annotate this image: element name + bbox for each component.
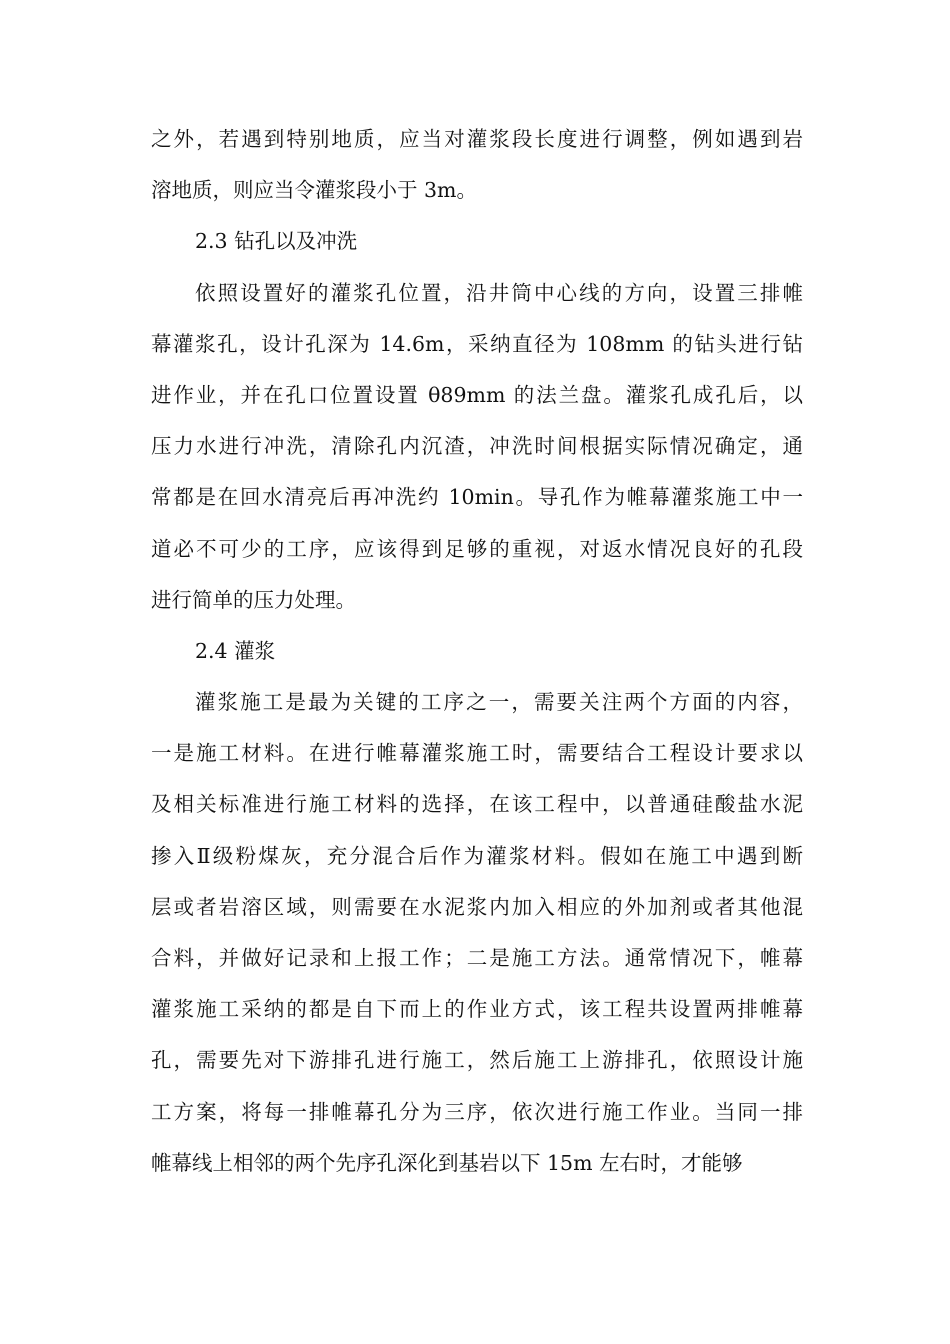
section-heading-2-4: 2.4 灌浆 — [195, 638, 276, 663]
paragraph-line: 幕灌浆孔，设计孔深为 14.6m，采纳直径为 108mm 的钻头进行钻 — [151, 331, 803, 356]
paragraph-line: 层或者岩溶区域，则需要在水泥浆内加入相应的外加剂或者其他混 — [151, 894, 803, 919]
paragraph-line: 及相关标准进行施工材料的选择，在该工程中，以普通硅酸盐水泥 — [151, 792, 803, 817]
paragraph-line: 之外，若遇到特别地质，应当对灌浆段长度进行调整，例如遇到岩 — [151, 127, 803, 151]
paragraph-line: 溶地质，则应当令灌浆段小于 3m。 — [151, 178, 477, 203]
paragraph-line: 压力水进行冲洗，清除孔内沉渣，冲洗时间根据实际情况确定，通 — [151, 434, 803, 459]
paragraph-line: 帷幕线上相邻的两个先序孔深化到基岩以下 15m 左右时，才能够 — [151, 1150, 743, 1175]
paragraph-line: 合料，并做好记录和上报工作；二是施工方法。通常情况下，帷幕 — [151, 946, 803, 970]
paragraph-line: 孔，需要先对下游排孔进行施工，然后施工上游排孔，依照设计施 — [151, 1048, 803, 1073]
document-body — [151, 114, 803, 1189]
paragraph-line: 进行简单的压力处理。 — [151, 587, 356, 612]
paragraph-line: 一是施工材料。在进行帷幕灌浆施工时，需要结合工程设计要求以 — [151, 741, 803, 766]
paragraph-line: 掺入Ⅱ级粉煤灰，充分混合后作为灌浆材料。假如在施工中遇到断 — [151, 843, 803, 868]
paragraph-line: 进作业，并在孔口位置设置 θ89mm 的法兰盘。灌浆孔成孔后，以 — [151, 382, 803, 407]
section-heading-2-3: 2.3 钻孔以及冲洗 — [195, 229, 358, 254]
paragraph-line: 常都是在回水清亮后再冲洗约 10min。导孔作为帷幕灌浆施工中一 — [151, 485, 803, 510]
paragraph-line: 道必不可少的工序，应该得到足够的重视，对返水情况良好的孔段 — [151, 536, 803, 561]
paragraph-line: 灌浆施工采纳的都是自下而上的作业方式，该工程共设置两排帷幕 — [151, 997, 803, 1022]
paragraph-line: 工方案，将每一排帷幕孔分为三序，依次进行施工作业。当同一排 — [151, 1099, 803, 1124]
paragraph-line: 灌浆施工是最为关键的工序之一，需要关注两个方面的内容， — [195, 690, 803, 715]
paragraph-line: 依照设置好的灌浆孔位置，沿井筒中心线的方向，设置三排帷 — [195, 280, 803, 305]
